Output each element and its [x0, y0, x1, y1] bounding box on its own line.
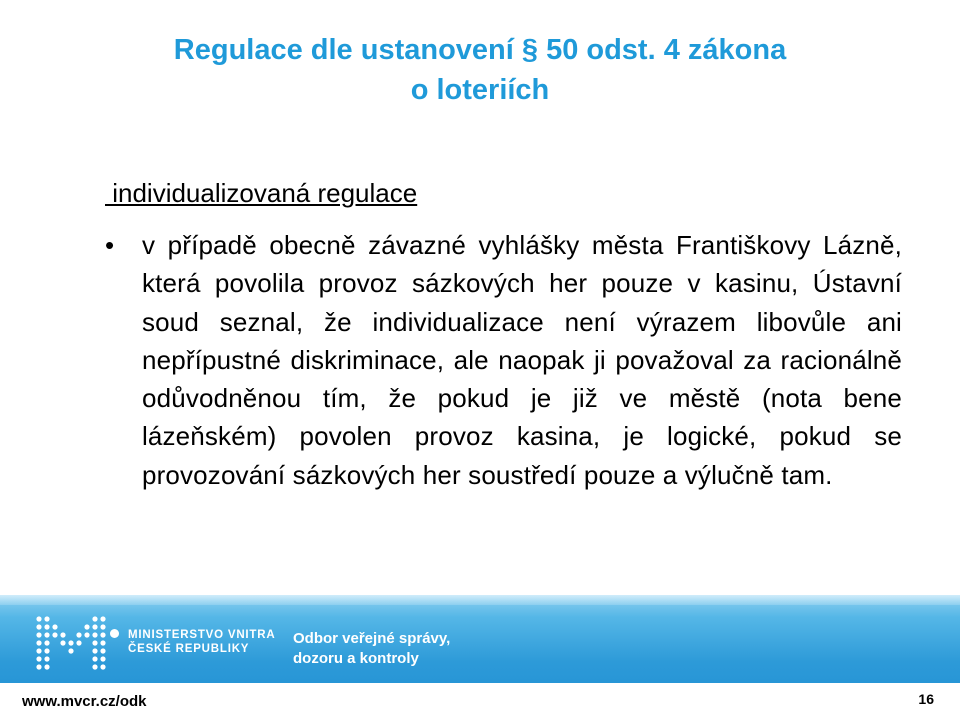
logo-dot: [36, 648, 41, 653]
ministry-name: [128, 628, 275, 656]
logo-dot: [60, 640, 65, 645]
logo-dot: [100, 648, 105, 653]
logo-dot: [100, 640, 105, 645]
logo-dot: [68, 648, 73, 653]
logo-dot: [44, 616, 49, 621]
logo-dot: [84, 632, 89, 637]
slide-title-line-2: o loteriích: [410, 74, 550, 106]
logo-dot: [44, 664, 49, 669]
bullet-icon: •: [105, 230, 115, 260]
logo-dot: [92, 664, 97, 669]
logo-dot: [92, 640, 97, 645]
logo-dot: [68, 640, 73, 645]
logo-dot: [92, 632, 97, 637]
logo-dot: [36, 656, 41, 661]
logo-dot: [92, 616, 97, 621]
logo-dot: [76, 640, 81, 645]
logo-dot: [44, 656, 49, 661]
department-line-2: dozoru a kontroly: [293, 650, 419, 667]
logo-dot: [100, 616, 105, 621]
website-link[interactable]: www.mvcr.cz/odk: [22, 693, 147, 710]
logo-dot: [44, 648, 49, 653]
logo-dot: [92, 624, 97, 629]
ministry-logo-icon: [35, 615, 115, 673]
page-number: 16: [918, 691, 934, 707]
logo-dot: [76, 632, 81, 637]
logo-dot: [92, 648, 97, 653]
logo-dot: [100, 632, 105, 637]
slide-title-line-1: Regulace dle ustanovení § 50 odst. 4 zákona: [173, 34, 787, 66]
logo-dot: [100, 624, 105, 629]
subheading: individualizovaná regulace: [105, 178, 418, 208]
logo-dot: [92, 656, 97, 661]
ministry-name-line-2: ČESKÉ REPUBLIKY: [128, 643, 250, 655]
logo-dot: [84, 624, 89, 629]
logo-dot: [44, 624, 49, 629]
footer-highlight: [0, 595, 960, 605]
logo-dot: [44, 640, 49, 645]
department-line-1: Odbor veřejné správy,: [293, 630, 451, 647]
logo-dot: [36, 616, 41, 621]
logo-dot: [52, 624, 57, 629]
ministry-bullet-icon: [110, 629, 119, 638]
logo-dot: [52, 632, 57, 637]
logo-dot: [100, 664, 105, 669]
logo-dot: [36, 624, 41, 629]
logo-dot: [36, 664, 41, 669]
logo-dot: [36, 632, 41, 637]
bullet-text: v případě obecně závazné vyhlášky města Františkovy Lázně, která povolila provoz sázkových her pouze v kasinu, Ústavní soud seznal, že individualizace není výrazem libovůle ani nepřípustné diskriminace, ale naopak ji považoval za racionálně odůvodněnou tím, že pokud je již ve městě (nota bene lázeňském) povolen provoz kasina, je logické, pokud se provozování sázkových her soustředí pouze a výlučně tam.: [142, 230, 902, 490]
logo-dot: [60, 632, 65, 637]
logo-dot: [44, 632, 49, 637]
logo-dot: [36, 640, 41, 645]
department-name: [293, 629, 450, 669]
ministry-name-line-1: MINISTERSTVO VNITRA: [128, 629, 276, 641]
slide-title: [0, 30, 960, 110]
logo-dot: [100, 656, 105, 661]
